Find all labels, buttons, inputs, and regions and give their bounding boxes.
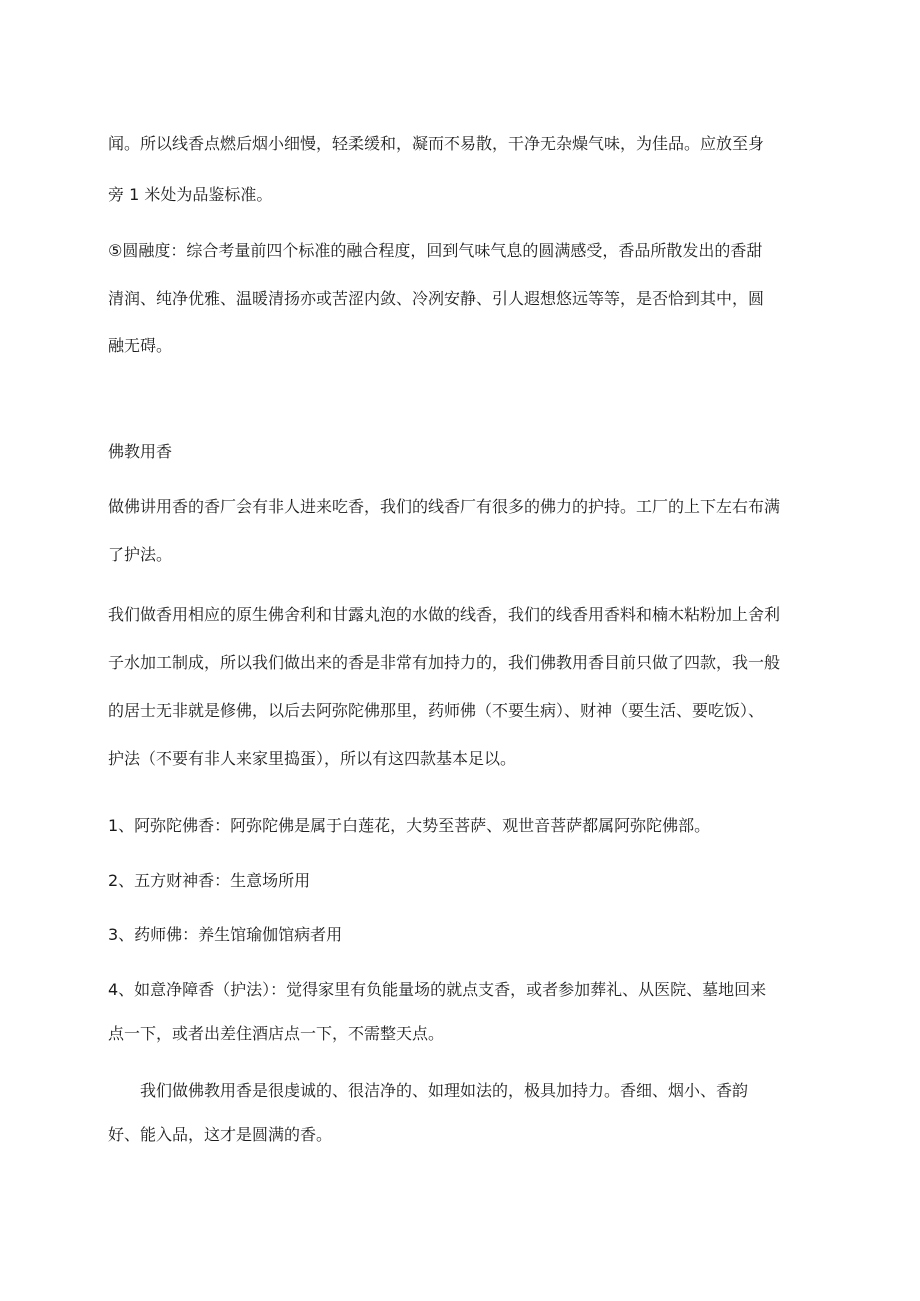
paragraph-factory-line-1: 做佛讲用香的香厂会有非人进来吃香，我们的线香厂有很多的佛力的护持。工厂的上下左右布满 — [108, 497, 781, 516]
paragraph-closing-line-1: 我们做佛教用香是很虔诚的、很洁净的、如理如法的，极具加持力。香细、烟小、香韵 — [140, 1081, 749, 1100]
paragraph-closing-line-2: 好、能入品，这才是圆满的香。 — [108, 1125, 333, 1144]
paragraph-smoke-line-1: 闻。所以线香点燃后烟小细慢，轻柔缓和，凝而不易散，干净无杂燥气味，为佳品。应放至身 — [108, 134, 765, 153]
list-item-4-line-1: 4、如意净障香（护法）：觉得家里有负能量场的就点支香，或者参加葬礼、从医院、墓地回来 — [108, 980, 767, 999]
paragraph-harmony-line-3: 融无碍。 — [108, 336, 173, 355]
paragraph-making-line-1: 我们做香用相应的原生佛舍利和甘露丸泡的水做的线香，我们的线香用香料和楠木粘粉加上舍利 — [108, 605, 781, 624]
section-heading: 佛教用香 — [108, 442, 173, 461]
paragraph-making-line-4: 护法（不要有非人来家里捣蛋），所以有这四款基本足以。 — [108, 749, 517, 768]
list-item-3: 3、药师佛：养生馆瑜伽馆病者用 — [108, 925, 343, 944]
list-item-2: 2、五方财神香：生意场所用 — [108, 871, 311, 890]
paragraph-making-line-3: 的居士无非就是修佛，以后去阿弥陀佛那里，药师佛（不要生病）、财神（要生活、要吃饭）、 — [108, 701, 765, 720]
paragraph-smoke-line-2: 旁 1 米处为品鉴标准。 — [108, 185, 273, 204]
paragraph-factory-line-2: 了护法。 — [108, 545, 173, 564]
paragraph-making-line-2: 子水加工制成，所以我们做出来的香是非常有加持力的，我们佛教用香目前只做了四款，我一般 — [108, 653, 781, 672]
paragraph-harmony-line-2: 清润、纯净优雅、温暖清扬亦或苦涩内敛、冷冽安静、引人遐想悠远等等，是否恰到其中，圆 — [108, 289, 765, 308]
paragraph-harmony-line-1: ⑤圆融度：综合考量前四个标准的融合程度，回到气味气息的圆满感受，香品所散发出的香甜 — [108, 241, 763, 260]
list-item-1: 1、阿弥陀佛香：阿弥陀佛是属于白莲花，大势至菩萨、观世音菩萨都属阿弥陀佛部。 — [108, 816, 711, 835]
list-item-4-line-2: 点一下，或者出差住酒店点一下，不需整天点。 — [108, 1024, 445, 1043]
